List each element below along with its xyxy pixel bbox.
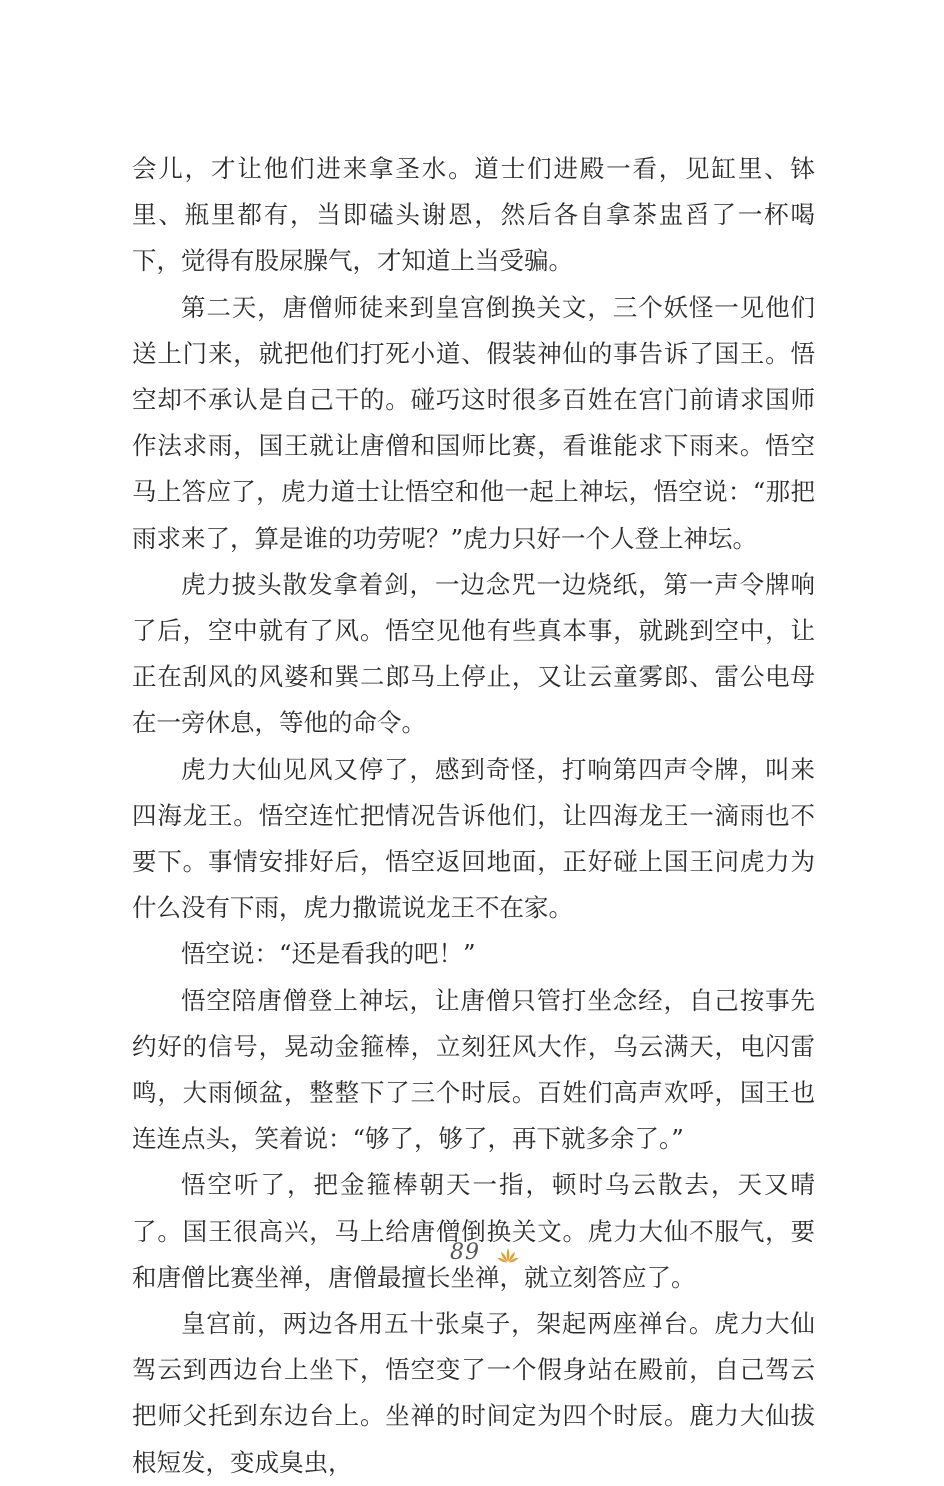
paragraph: 虎力披头散发拿着剑，一边念咒一边烧纸，第一声令牌响了后，空中就有了风。悟空见他有些真本事，就跳到空中，让正在刮风的风婆和巽二郎马上停止，又让云童雾郎、雷公电母在一旁休息，等他的命令。: [132, 569, 815, 738]
paragraph: 悟空说：“还是看我的吧！”: [181, 939, 476, 969]
paragraph: 悟空陪唐僧登上神坛，让唐僧只管打坐念经，自己按事先约好的信号，晃动金箍棒，立刻狂风大作，乌云满天，电闪雷鸣，大雨倾盆，整整下了三个时辰。百姓们高声欢呼，国王也连连点头，笑着说：“够了，够了，再下就多余了。”: [132, 985, 815, 1154]
paragraph: 会儿，才让他们进来拿圣水。道士们进殿一看，见缸里、钵里、瓶里都有，当即磕头谢恩，然后各自拿茶盅舀了一杯喝下，觉得有股尿臊气，才知道上当受骗。: [132, 154, 815, 276]
page-footer: [0, 1236, 944, 1276]
page-number: 89: [450, 1240, 480, 1265]
paragraph: 虎力大仙见风又停了，感到奇怪，打响第四声令牌，叫来四海龙王。悟空连忙把情况告诉他们，让四海龙王一滴雨也不要下。事情安排好后，悟空返回地面，正好碰上国王问虎力为什么没有下雨，虎力撒谎说龙王不在家。: [132, 754, 815, 923]
body-text: [132, 146, 815, 1486]
paragraph: 悟空听了，把金箍棒朝天一指，顿时乌云散去，天又晴了。国王很高兴，马上给唐僧倒换关文。虎力大仙不服气，要和唐僧比赛坐禅，唐僧最擅长坐禅，就立刻答应了。: [132, 1170, 815, 1292]
paragraph: 第二天，唐僧师徒来到皇宫倒换关文，三个妖怪一见他们送上门来，就把他们打死小道、假装神仙的事告诉了国王。悟空却不承认是自己干的。碰巧这时很多百姓在宫门前请求国师作法求雨，国王就让唐僧和国师比赛，看谁能求下雨来。悟空马上答应了，虎力道士让悟空和他一起上神坛，悟空说：“那把雨求来了，算是谁的功劳呢？”虎力只好一个人登上神坛。: [132, 292, 815, 553]
lotus-icon: [496, 1246, 520, 1264]
paragraph: 皇宫前，两边各用五十张桌子，架起两座禅台。虎力大仙驾云到西边台上坐下，悟空变了一个假身站在殿前，自己驾云把师父托到东边台上。坐禅的时间定为四个时辰。鹿力大仙拔根短发，变成臭虫，: [132, 1309, 815, 1477]
